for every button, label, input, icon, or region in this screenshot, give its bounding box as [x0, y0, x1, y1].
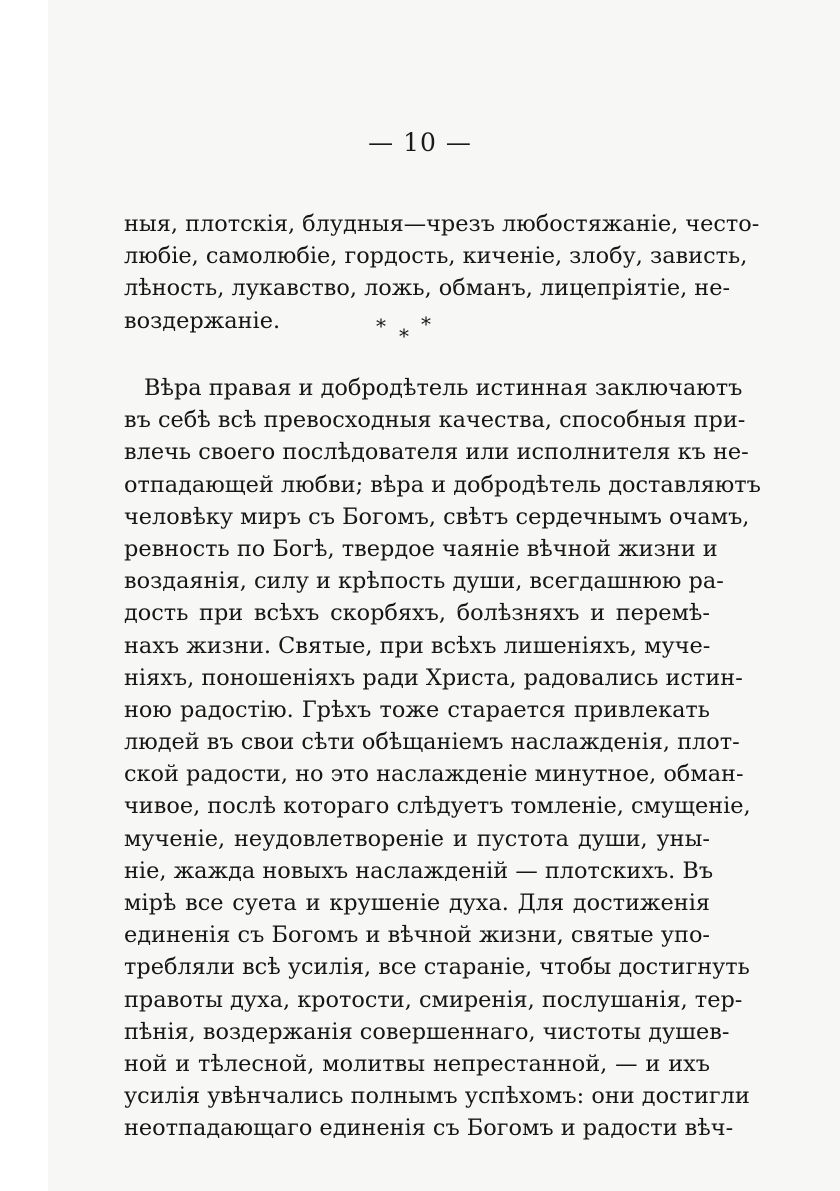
- text-line: ныя, плотскія, блудныя—чрезъ любостяжаніе, често-: [124, 211, 760, 237]
- text-line: ной и тѣлесной, молитвы непрестанной, — и ихъ: [124, 1050, 710, 1077]
- text-line: ніяхъ, поношеніяхъ ради Христа, радовались истин-: [124, 664, 743, 691]
- section-separator: [0, 308, 840, 348]
- text-line: людей въ свои сѣти обѣщаніемъ наслажденія, плот-: [124, 729, 740, 756]
- text-line: дость при всѣхъ скорбяхъ, болѣзняхъ и перемѣ-: [124, 600, 710, 627]
- asterisk-middle: *: [399, 324, 409, 348]
- text-line: воздаянія, силу и крѣпость души, всегдашнюю ра-: [124, 568, 724, 595]
- text-line: требляли всѣ усилія, все стараніе, чтобы достигнуть: [124, 954, 750, 981]
- paragraph-main: [124, 372, 761, 1145]
- text-line: пѣнія, воздержанія совершеннаго, чистоты душев-: [124, 1018, 730, 1045]
- asterisk-right: *: [421, 312, 431, 336]
- text-line: мученіе, неудовлетвореніе и пустота души, уны-: [124, 825, 710, 852]
- text-line: въ себѣ всѣ превосходныя качества, способныя при-: [124, 407, 746, 434]
- text-line: лѣность, лукавство, ложь, обманъ, лицепріятіе, не-: [124, 275, 731, 302]
- text-line: любіе, самолюбіе, гордость, киченіе, злобу, зависть,: [124, 243, 748, 270]
- text-line: ревность по Богѣ, твердое чаяніе вѣчной жизни и: [124, 535, 718, 562]
- text-line: единенія съ Богомъ и вѣчной жизни, святые упо-: [124, 922, 710, 949]
- text-line: отпадающей любви; вѣра и добродѣтель доставляютъ: [124, 471, 761, 498]
- text-line: воздержаніе.: [124, 307, 281, 334]
- text-line: неотпадающаго единенія съ Богомъ и радости вѣч-: [124, 1115, 734, 1142]
- text-line: человѣку миръ съ Богомъ, свѣтъ сердечнымъ очамъ,: [124, 503, 750, 530]
- text-line: влечь своего послѣдователя или исполнителя къ не-: [124, 439, 749, 466]
- text-line: усилія увѣнчались полнымъ успѣхомъ: они достигли: [124, 1083, 750, 1110]
- text-line: ніе, жажда новыхъ наслажденій — плотскихъ. Въ: [124, 857, 714, 884]
- text-line: ною радостію. Грѣхъ тоже старается привлекать: [124, 696, 710, 723]
- text-line: правоты духа, кротости, смиренія, послушанія, тер-: [124, 986, 743, 1013]
- text-line: нахъ жизни. Святые, при всѣхъ лишеніяхъ, муче-: [124, 632, 711, 659]
- text-line: Вѣра правая и добродѣтель истинная заключаютъ: [144, 375, 743, 401]
- asterisk-left: *: [376, 314, 386, 338]
- page-number: — 10 —: [368, 128, 472, 157]
- text-line: ской радости, но это наслажденіе минутное, обман-: [124, 761, 744, 788]
- text-line: мірѣ все суета и крушеніе духа. Для достиженія: [124, 890, 710, 916]
- text-line: чивое, послѣ котораго слѣдуетъ томленіе, смущеніе,: [124, 793, 751, 820]
